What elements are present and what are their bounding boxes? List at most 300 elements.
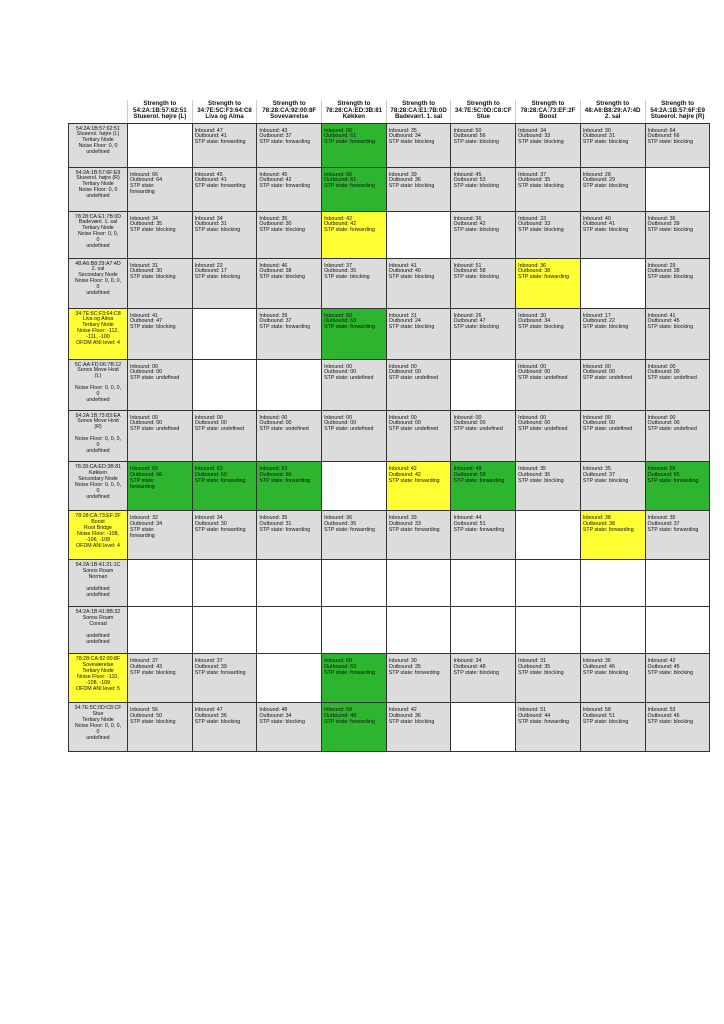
strength-cell — [192, 607, 257, 654]
strength-line: STP state: blocking — [130, 274, 176, 281]
strength-line: Outbound: 00 — [518, 369, 551, 376]
strength-cell — [645, 211, 710, 258]
device-header-cell: 78:28:CA:92:00:8F Soveværelse Tertiary Node Noise Floor: -110, -108, -109 OFDM ANI level: 5 — [69, 654, 128, 703]
strength-cell — [322, 462, 387, 511]
strength-line: Inbound: 31 — [518, 658, 547, 664]
strength-line: Inbound: 45 — [453, 171, 482, 178]
strength-line: Inbound: 37 — [130, 658, 158, 664]
strength-line: Inbound: 00 — [324, 363, 353, 370]
device-header-cell: 54:2A:1B:73:83:EA Sonos Move Hvid (R) Noise Floor: 0, 0, 0, 0 undefined — [69, 410, 128, 468]
strength-line: STP state: blocking — [647, 274, 694, 281]
device-row — [69, 359, 710, 410]
device-header-cell: 34:7E:5C:F3:64:C8 Liva og Alma Tertiary Node Noise Floor: -112, -111, -100 OFDM ANI level: 4 — [69, 308, 128, 359]
column-header-row — [69, 100, 710, 123]
strength-cell — [322, 258, 387, 308]
strength-line: Outbound: 45 — [647, 318, 680, 325]
strength-line: Inbound: 65 — [130, 466, 158, 472]
strength-cell — [257, 511, 322, 560]
strength-cell — [386, 167, 451, 211]
strength-cell — [128, 258, 193, 308]
strength-line: Outbound: 00 — [194, 420, 227, 427]
strength-cell — [451, 410, 516, 468]
strength-line: STP state: blocking — [388, 718, 435, 725]
strength-line: STP state: blocking — [518, 139, 564, 146]
strength-line: Outbound: 17 — [194, 268, 227, 275]
device-row — [69, 703, 710, 752]
strength-cell — [257, 359, 322, 410]
strength-line: Inbound: 34 — [194, 515, 223, 521]
strength-cell — [516, 258, 581, 308]
strength-cell — [451, 560, 516, 607]
strength-cell — [645, 258, 710, 308]
column-header-line: 54:2A:1B:57:6F:E9 — [650, 106, 705, 114]
strength-line: Outbound: 51 — [582, 712, 615, 719]
device-header-cell: 78:28:CA:E1:7B:0D Badeværl. 1. sal Tertiary Node Noise Floor: 0, 0, 0 undefined — [69, 211, 128, 258]
device-header-cell: 5C:AA:FD:06:7B:12 Sonos Move Hvid (L) Noise Floor: 0, 0, 0, 0 undefined — [69, 359, 128, 410]
strength-line: Inbound: 35 — [647, 515, 676, 521]
strength-line: Outbound: 42 — [388, 471, 421, 478]
strength-line: Outbound: 61 — [324, 133, 357, 140]
strength-cell — [580, 123, 645, 167]
strength-line: Outbound: 35 — [130, 221, 163, 228]
strength-cell — [516, 560, 581, 607]
device-row — [69, 167, 710, 211]
strength-line: Inbound: 48 — [259, 707, 288, 713]
strength-line: Outbound: 00 — [259, 420, 292, 427]
strength-line: Inbound: 36 — [647, 215, 676, 222]
column-header — [192, 100, 257, 123]
strength-cell — [257, 607, 322, 654]
strength-line: Outbound: 58 — [453, 268, 486, 275]
strength-cell — [128, 410, 193, 468]
strength-line: Inbound: 35 — [259, 515, 288, 521]
strength-line: Inbound: 34 — [130, 215, 158, 222]
strength-line: Inbound: 47 — [194, 127, 223, 134]
column-header-line: 34:7E:5C:0D:C8:CF — [454, 106, 512, 114]
strength-line: STP state: blocking — [647, 324, 694, 331]
column-header-line: Køkken — [342, 113, 366, 120]
strength-cell — [128, 167, 193, 211]
strength-cell — [128, 211, 193, 258]
strength-line: Inbound: 33 — [518, 215, 547, 222]
strength-cell — [128, 560, 193, 607]
column-header — [322, 100, 387, 123]
strength-line: STP state: forwarding — [324, 139, 375, 146]
strength-cell — [386, 560, 451, 607]
strength-cell — [386, 703, 451, 752]
strength-line: Outbound: 35 — [388, 663, 421, 670]
strength-line: Outbound: 59 — [453, 471, 486, 478]
strength-line: Inbound: 30 — [518, 312, 547, 319]
strength-cell — [128, 607, 193, 654]
strength-line: Inbound: 17 — [582, 312, 611, 319]
strength-cell — [645, 607, 710, 654]
strength-line: Inbound: 35 — [582, 466, 611, 472]
strength-line: Inbound: 59 — [324, 707, 353, 713]
strength-line: Outbound: 40 — [388, 268, 421, 275]
strength-line: Outbound: 48 — [324, 712, 357, 719]
strength-cell — [516, 211, 581, 258]
strength-line: STP state: blocking — [453, 324, 499, 331]
strength-line: STP state: forwarding — [324, 324, 375, 331]
strength-line: STP state: blocking — [259, 274, 305, 281]
strength-cell — [451, 123, 516, 167]
strength-line: Outbound: 65 — [647, 471, 680, 478]
strength-cell — [451, 462, 516, 511]
strength-line: Outbound: 66 — [647, 133, 680, 140]
strength-cell — [645, 703, 710, 752]
column-header-line: Stueerol. højre (R) — [650, 113, 705, 120]
column-header-line: 2. sal — [604, 113, 621, 120]
strength-line: STP state: forwarding — [388, 477, 440, 484]
strength-cell — [451, 607, 516, 654]
strength-line: STP state: forwarding — [324, 227, 375, 234]
strength-cell — [192, 560, 257, 607]
strength-line: Outbound: 00 — [388, 369, 421, 376]
strength-line: STP state: undefined — [518, 375, 568, 382]
strength-line: Outbound: 41 — [194, 177, 227, 184]
strength-cell — [451, 167, 516, 211]
strength-cell — [451, 308, 516, 359]
strength-line: STP state: blocking — [194, 227, 241, 234]
column-header-line: Stueerol. højre (L) — [133, 113, 187, 120]
strength-line: Inbound: 41 — [130, 312, 158, 319]
strength-cell — [192, 703, 257, 752]
strength-line: STP state: forwarding — [194, 477, 246, 484]
strength-line: Inbound: 00 — [647, 414, 676, 421]
strength-cell — [257, 703, 322, 752]
strength-line: Outbound: 35 — [324, 520, 357, 527]
strength-line: STP state: forwarding — [388, 669, 440, 676]
strength-cell — [451, 211, 516, 258]
strength-line: STP state: forwarding — [647, 526, 699, 533]
strength-line: STP state: blocking — [388, 183, 435, 190]
strength-line: Inbound: 35 — [388, 127, 417, 134]
strength-cell — [128, 654, 193, 703]
strength-line: STP state: — [130, 183, 155, 190]
strength-line: Outbound: 60 — [194, 471, 227, 478]
device-row — [69, 607, 710, 654]
column-header — [257, 100, 322, 123]
strength-line: STP state: blocking — [582, 669, 629, 676]
strength-line: Outbound: 36 — [388, 177, 421, 184]
strength-line: Inbound: 00 — [582, 363, 611, 370]
strength-cell — [645, 511, 710, 560]
strength-line: Inbound: 00 — [388, 414, 417, 421]
strength-line: Inbound: 00 — [259, 414, 288, 421]
strength-line: Inbound: 31 — [130, 262, 158, 269]
device-row — [69, 410, 710, 468]
strength-line: Outbound: 41 — [582, 221, 615, 228]
strength-cell — [322, 308, 387, 359]
strength-line: Inbound: 36 — [453, 215, 482, 222]
strength-line: STP state: — [130, 477, 155, 484]
strength-cell — [580, 258, 645, 308]
strength-cell — [516, 511, 581, 560]
strength-line: Inbound: 00 — [647, 363, 676, 370]
column-header-line: Boost — [539, 113, 557, 120]
column-header-line: Liva og Alma — [205, 113, 244, 120]
strength-line: Outbound: 60 — [259, 471, 292, 478]
strength-cell — [128, 511, 193, 560]
strength-line: STP state: blocking — [388, 324, 435, 331]
strength-cell — [192, 211, 257, 258]
strength-line: Outbound: 35 — [518, 177, 551, 184]
strength-cell — [257, 258, 322, 308]
strength-cell — [192, 123, 257, 167]
strength-line: STP state: forwarding — [324, 526, 375, 533]
strength-line: Inbound: 53 — [647, 707, 676, 713]
strength-line: Inbound: 30 — [388, 658, 417, 664]
strength-line: Inbound: 00 — [194, 414, 223, 421]
strength-line: STP state: blocking — [453, 227, 499, 234]
strength-line: Outbound: 45 — [647, 663, 680, 670]
strength-line: Inbound: 00 — [388, 363, 417, 370]
strength-cell — [386, 308, 451, 359]
strength-line: Outbound: 00 — [453, 420, 486, 427]
strength-line: Inbound: 51 — [518, 707, 547, 713]
strength-line: STP state: blocking — [388, 274, 435, 281]
strength-cell — [645, 560, 710, 607]
strength-cell — [580, 167, 645, 211]
strength-line: Outbound: 48 — [453, 663, 486, 670]
strength-cell — [386, 410, 451, 468]
strength-line: Inbound: 41 — [388, 262, 417, 269]
strength-line: STP state: forwarding — [259, 477, 311, 484]
device-row — [69, 560, 710, 607]
strength-cell — [580, 462, 645, 511]
strength-cell — [257, 211, 322, 258]
column-header-line: Strength to — [402, 100, 436, 107]
device-row — [69, 462, 710, 511]
device-header-cell: 48:A6:B8:29:A7:4D 2. sal Secondary Node Noise Floor: 0, 0, 0, 0 undefined — [69, 258, 128, 308]
strength-line: Inbound: 66 — [647, 466, 676, 472]
device-header-cell: 78:28:CA:73:EF:2F Boost Root Bridge Noise Floor: -108, -106, -108 OFDM ANI level: 4 — [69, 511, 128, 560]
strength-line: Outbound: 38 — [259, 268, 292, 275]
strength-line: STP state: forwarding — [324, 718, 375, 725]
strength-line: Inbound: 63 — [194, 466, 223, 472]
strength-line: STP state: blocking — [453, 183, 499, 190]
strength-line: Inbound: 36 — [582, 658, 611, 664]
strength-line: Inbound: 31 — [388, 312, 417, 319]
column-header-line: Badeværl. 1. sal — [395, 113, 443, 120]
strength-line: Inbound: 30 — [582, 127, 611, 134]
strength-line: STP state: forwarding — [518, 274, 569, 281]
strength-cell — [322, 654, 387, 703]
strength-line: Outbound: 28 — [647, 268, 680, 275]
strength-line: Outbound: 30 — [130, 268, 163, 275]
strength-line: STP state: undefined — [647, 426, 697, 433]
strength-line: forwarding — [130, 532, 155, 539]
strength-line: Inbound: 32 — [130, 515, 158, 521]
strength-line: STP state: blocking — [518, 324, 564, 331]
strength-cell — [322, 123, 387, 167]
strength-cell — [322, 560, 387, 607]
strength-line: STP state: blocking — [518, 669, 564, 676]
strength-line: Inbound: 47 — [194, 707, 223, 713]
strength-line: Outbound: 64 — [130, 177, 163, 184]
strength-cell — [257, 123, 322, 167]
strength-line: STP state: blocking — [453, 274, 499, 281]
strength-line: Outbound: 41 — [194, 133, 227, 140]
strength-cell — [580, 359, 645, 410]
strength-line: Inbound: 45 — [194, 171, 223, 178]
strength-cell — [645, 654, 710, 703]
strength-line: STP state: blocking — [130, 227, 176, 234]
strength-line: forwarding — [130, 483, 155, 490]
strength-line: Inbound: 00 — [453, 414, 482, 421]
strength-line: Outbound: 00 — [647, 420, 680, 427]
strength-line: Outbound: 37 — [259, 133, 292, 140]
column-header-line: Strength to — [466, 100, 500, 107]
strength-cell — [580, 211, 645, 258]
strength-line: Inbound: 36 — [518, 262, 547, 269]
strength-cell — [192, 258, 257, 308]
strength-line: STP state: forwarding — [194, 183, 246, 190]
strength-line: STP state: forwarding — [259, 526, 311, 533]
strength-line: STP state: undefined — [518, 426, 568, 433]
strength-line: Inbound: 00 — [324, 414, 353, 421]
strength-cell — [451, 703, 516, 752]
column-header-line: 78:28:CA:ED:3B:81 — [325, 106, 383, 114]
strength-line: Outbound: 38 — [582, 520, 615, 527]
strength-cell — [645, 410, 710, 468]
strength-cell — [386, 607, 451, 654]
strength-line: Outbound: 30 — [194, 520, 227, 527]
strength-line: STP state: undefined — [259, 426, 309, 433]
strength-cell — [386, 258, 451, 308]
strength-line: Inbound: 35 — [259, 215, 288, 222]
strength-line: Inbound: 58 — [582, 707, 611, 713]
strength-line: STP state: blocking — [518, 227, 564, 234]
column-header-line: 78:28:CA:92:00:8F — [262, 106, 317, 114]
strength-line: Inbound: 34 — [518, 127, 547, 134]
strength-cell — [580, 511, 645, 560]
strength-cell — [257, 410, 322, 468]
strength-cell — [386, 359, 451, 410]
strength-cell — [386, 462, 451, 511]
column-header-line: Stue — [476, 113, 490, 120]
strength-line: STP state: blocking — [647, 669, 694, 676]
strength-line: Inbound: 37 — [194, 658, 223, 664]
strength-line: STP state: blocking — [194, 274, 241, 281]
column-header — [580, 100, 645, 123]
strength-line: Inbound: 42 — [324, 215, 353, 222]
strength-line: STP state: blocking — [582, 477, 629, 484]
strength-line: Inbound: 56 — [130, 707, 158, 713]
device-row — [69, 258, 710, 308]
strength-line: Outbound: 47 — [453, 318, 486, 325]
strength-line: STP state: blocking — [647, 139, 694, 146]
strength-cell — [257, 462, 322, 511]
device-row — [69, 308, 710, 359]
strength-cell — [322, 410, 387, 468]
strength-cell — [386, 211, 451, 258]
strength-line: Outbound: 00 — [324, 420, 357, 427]
strength-line: STP state: undefined — [388, 375, 439, 382]
strength-line: Outbound: 38 — [518, 268, 551, 275]
strength-line: STP state: blocking — [582, 139, 629, 146]
strength-cell — [516, 462, 581, 511]
strength-line: STP state: forwarding — [324, 669, 375, 676]
strength-cell — [516, 123, 581, 167]
strength-cell — [516, 410, 581, 468]
strength-line: STP state: blocking — [582, 718, 629, 725]
strength-cell — [580, 607, 645, 654]
strength-cell — [128, 462, 193, 511]
column-header-line: 54:2A:1B:57:62:51 — [133, 106, 187, 114]
strength-line: Inbound: 22 — [194, 262, 223, 269]
strength-cell — [580, 308, 645, 359]
strength-line: STP state: blocking — [582, 183, 629, 190]
device-header-cell: 54:2A:1B:57:62:51 Stueerol. højre (L) Tertiary Node Noise Floor: 0, 0 undefined — [69, 123, 128, 167]
column-header — [516, 100, 581, 123]
strength-line: Inbound: 37 — [324, 262, 353, 269]
strength-line: STP state: forwarding — [324, 183, 375, 190]
strength-line: STP state: blocking — [647, 227, 694, 234]
column-header-line: Strength to — [661, 100, 695, 107]
strength-line: Outbound: 33 — [388, 520, 421, 527]
column-header-line: 78:28:CA:73:EF:2F — [520, 106, 576, 114]
strength-line: STP state: forwarding — [194, 526, 246, 533]
device-row — [69, 123, 710, 167]
strength-line: STP state: forwarding — [388, 526, 440, 533]
strength-line: Outbound: 63 — [324, 318, 357, 325]
strength-cell — [192, 410, 257, 468]
device-header-cell: 78:28:CA:ED:3B:81 Køkken Secondary Node Noise Floor: 0, 0, 0, 0 undefined — [69, 462, 128, 511]
strength-line: Inbound: 60 — [324, 312, 353, 319]
strength-line: Outbound: 22 — [582, 318, 615, 325]
strength-cell — [451, 258, 516, 308]
strength-line: Inbound: 44 — [453, 515, 482, 521]
strength-cell — [516, 167, 581, 211]
column-header-line: Strength to — [337, 100, 371, 107]
strength-line: Inbound: 63 — [259, 466, 288, 472]
strength-line: STP state: blocking — [518, 477, 564, 484]
strength-line: STP state: forwarding — [259, 183, 311, 190]
strength-line: Outbound: 44 — [518, 712, 551, 719]
strength-line: Outbound: 47 — [130, 318, 163, 325]
column-header-line: 34:7E:5C:F3:64:C8 — [197, 106, 252, 114]
strength-line: Inbound: 40 — [582, 215, 611, 222]
strength-line: Inbound: 42 — [388, 466, 417, 472]
strength-line: Outbound: 42 — [453, 221, 486, 228]
strength-line: Outbound: 36 — [388, 712, 421, 719]
column-header-line: Strength to — [531, 100, 565, 107]
strength-line: Outbound: 00 — [647, 369, 680, 376]
strength-line: Inbound: 37 — [518, 171, 547, 178]
column-header-line: 78:28:CA:E1:7B:0D — [390, 106, 447, 114]
strength-line: Outbound: 24 — [388, 318, 421, 325]
strength-line: Outbound: 34 — [518, 318, 551, 325]
strength-line: Inbound: 39 — [259, 312, 288, 319]
strength-line: Outbound: 00 — [388, 420, 421, 427]
strength-line: STP state: blocking — [582, 324, 629, 331]
strength-line: Inbound: 00 — [518, 414, 547, 421]
strength-cell — [322, 511, 387, 560]
strength-line: Outbound: 00 — [130, 420, 163, 427]
strength-cell — [192, 167, 257, 211]
strength-line: STP state: undefined — [324, 375, 374, 382]
strength-line: Outbound: 39 — [647, 221, 680, 228]
strength-line: Inbound: 51 — [453, 262, 482, 269]
strength-line: Inbound: 66 — [130, 171, 158, 178]
strength-line: Inbound: 45 — [259, 171, 288, 178]
strength-line: Inbound: 28 — [582, 171, 611, 178]
device-header-cell: 54:2A:1B:57:6F:E9 Stueerol. højre (R) Tertiary Node Noise Floor: 0, 0 undefined — [69, 167, 128, 211]
strength-line: Outbound: 31 — [194, 221, 227, 228]
strength-line: Outbound: 00 — [518, 420, 551, 427]
